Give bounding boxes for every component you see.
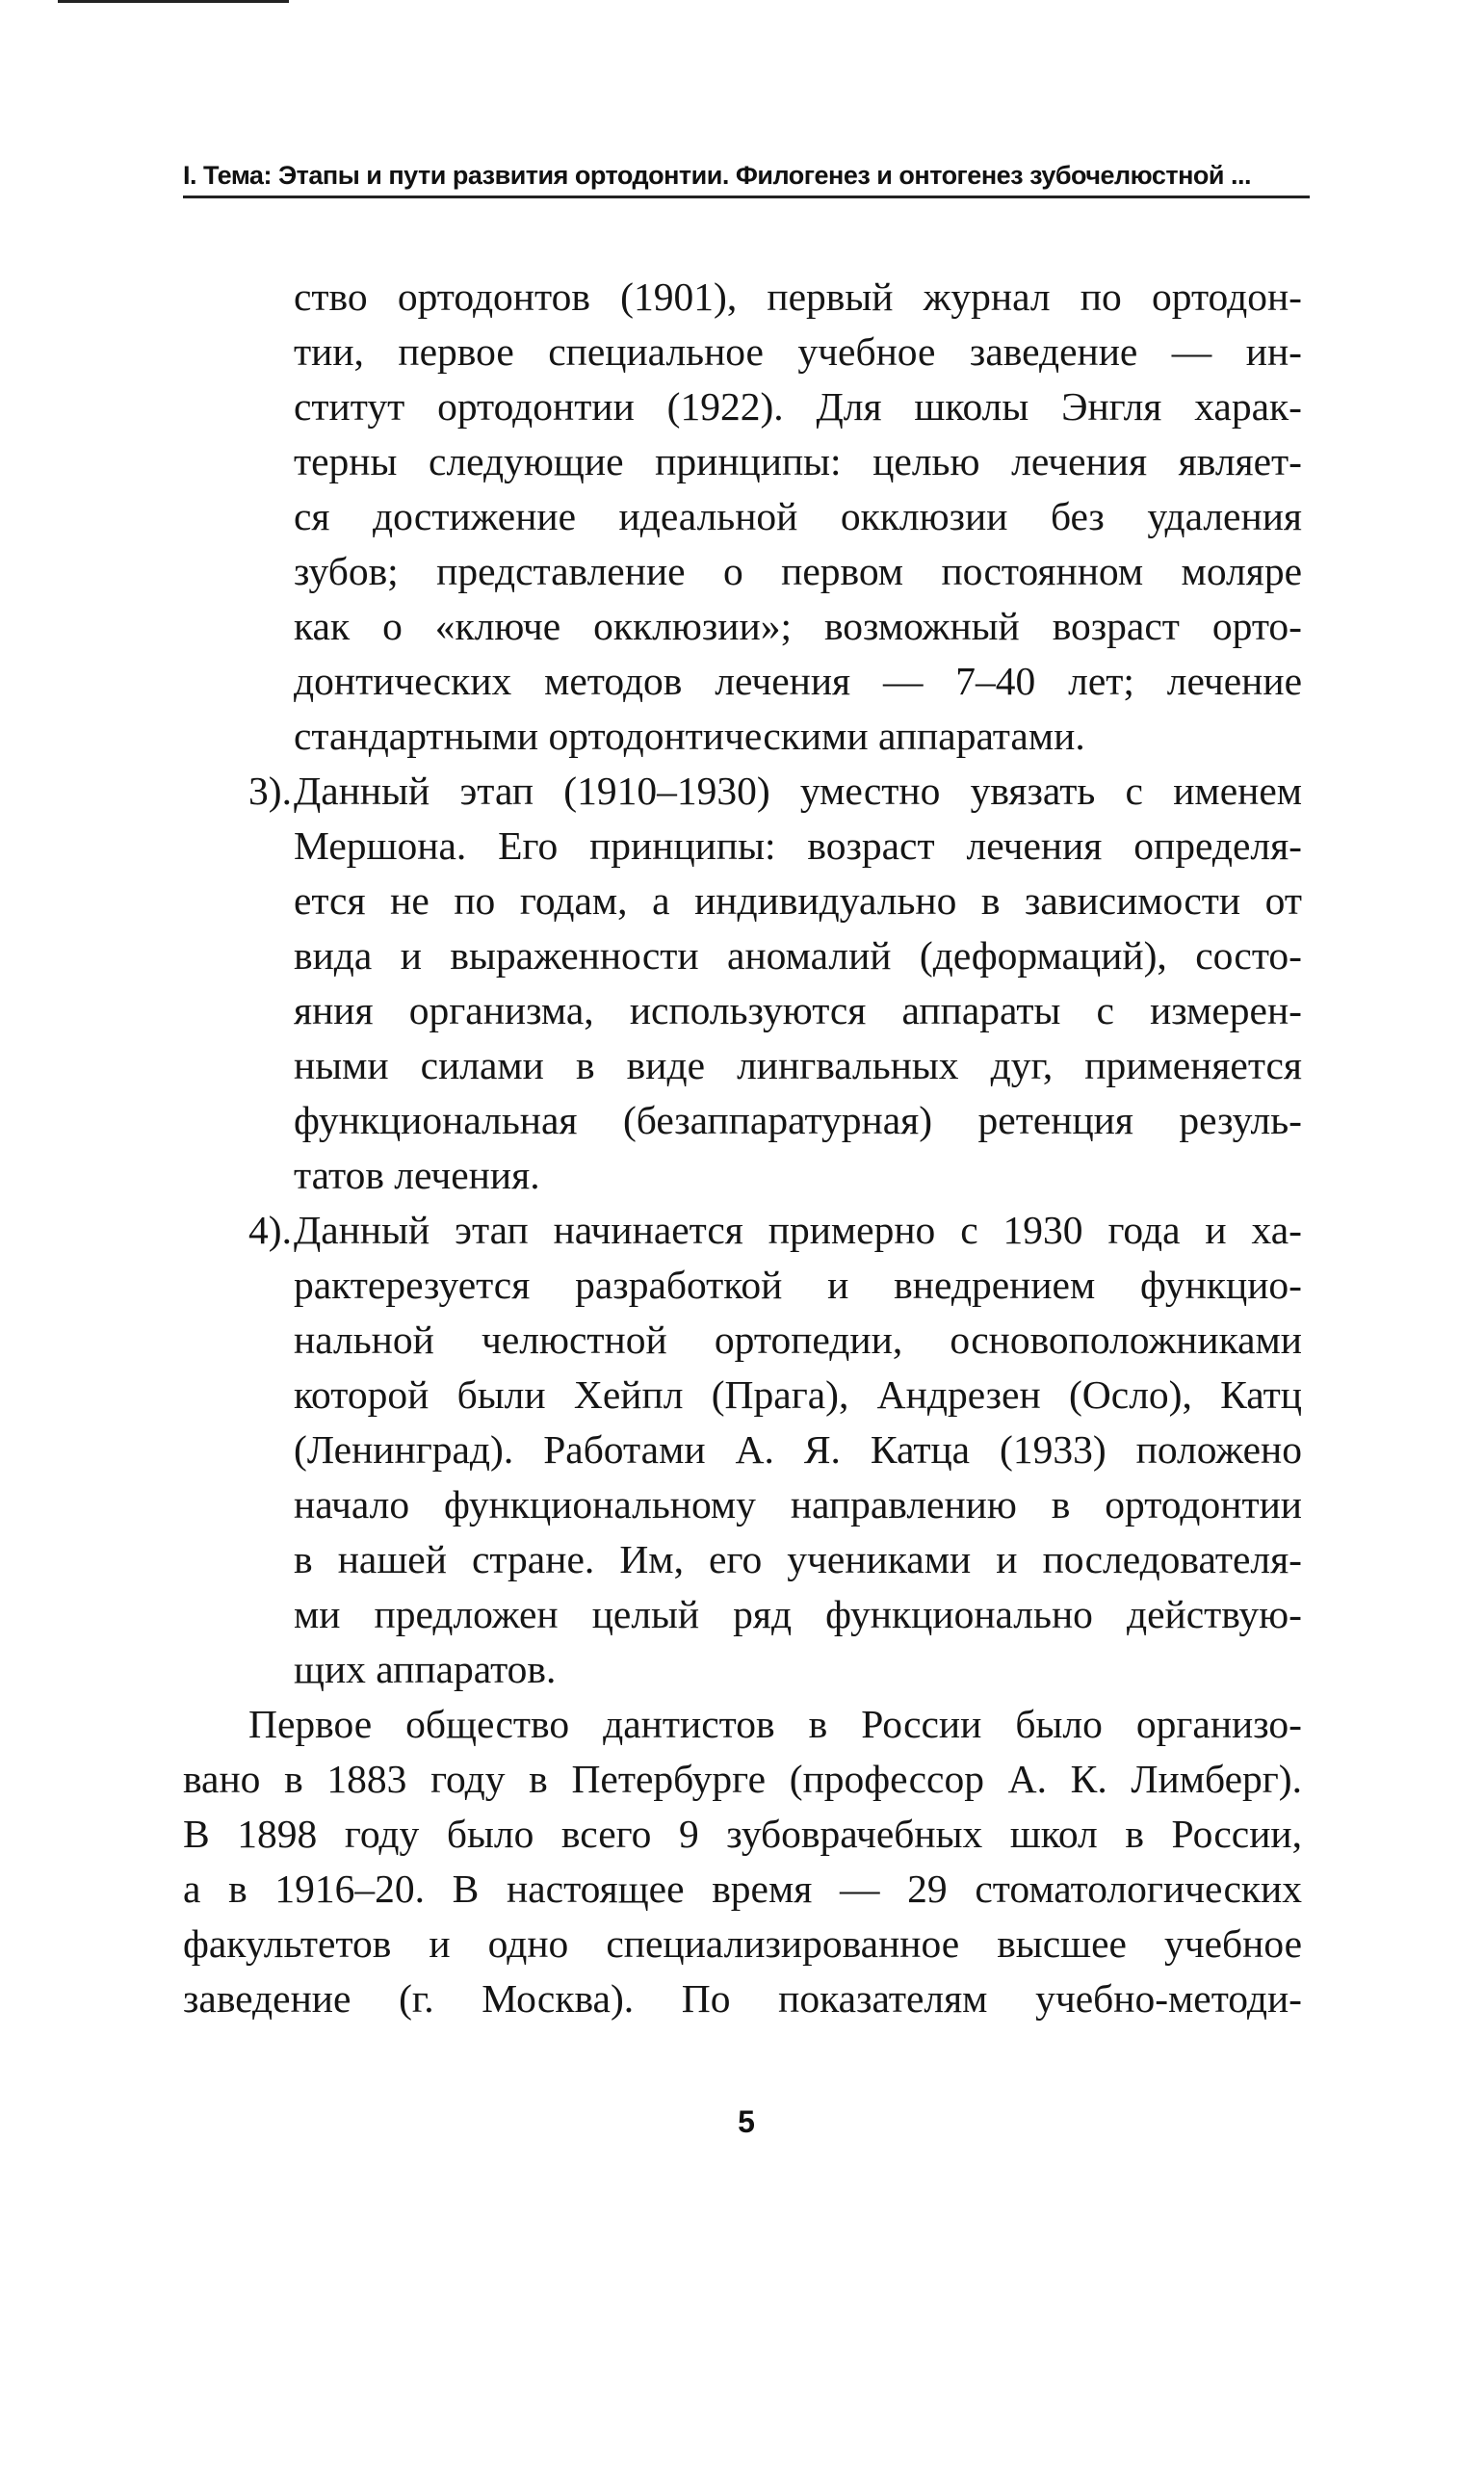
- text-line: ется не по годам, а индивидуально в зависимости от: [294, 878, 1302, 923]
- text-line: Данный этап начинается примерно с 1930 года и ха-: [294, 1208, 1302, 1252]
- text-line: которой были Хейпл (Прага), Андрезен (Осло), Катц: [294, 1372, 1302, 1417]
- list-item-number: 3).: [248, 769, 292, 813]
- text-line: в нашей стране. Им, его учениками и последователя-: [294, 1537, 1302, 1581]
- text-line: нальной челюстной ортопедии, основоположниками: [294, 1318, 1302, 1362]
- list-item-number: 4).: [248, 1208, 292, 1252]
- text-line: заведение (г. Москва). По показателям учебно-методи-: [183, 1976, 1302, 2021]
- text-line: рактерезуется разработкой и внедрением функцио-: [294, 1263, 1302, 1307]
- text-line: зубов; представление о первом постоянном моляре: [294, 549, 1302, 593]
- text-line: начало функциональному направлению в ортодонтии: [294, 1482, 1302, 1527]
- text-line: щих аппаратов.: [294, 1647, 557, 1691]
- page-body: [183, 270, 1302, 2026]
- text-line: Данный этап (1910–1930) уместно увязать с именем: [294, 769, 1302, 813]
- body-paragraph: [183, 1697, 1302, 2026]
- text-line: (Ленинград). Работами А. Я. Катца (1933) положено: [294, 1427, 1302, 1472]
- top-rule: [58, 0, 289, 3]
- text-line: а в 1916–20. В настоящее время — 29 стоматологических: [183, 1867, 1302, 1911]
- text-line: вано в 1883 году в Петербурге (профессор А. К. Лимберг).: [183, 1757, 1302, 1801]
- text-line: ститут ортодонтии (1922). Для школы Энгля харак-: [294, 384, 1302, 429]
- text-line: стандартными ортодонтическими аппаратами.: [294, 714, 1085, 758]
- text-line: Мершона. Его принципы: возраст лечения определя-: [294, 823, 1302, 868]
- text-line: ными силами в виде лингвальных дуг, применяется: [294, 1043, 1302, 1087]
- text-line: ство ортодонтов (1901), первый журнал по ортодон-: [294, 274, 1302, 319]
- text-line: вида и выраженности аномалий (деформаций), состо-: [294, 933, 1302, 978]
- text-line: факультетов и одно специализированное высшее учебное: [183, 1921, 1302, 1966]
- list-item-3: [183, 764, 1302, 1203]
- text-line: терны следующие принципы: целью лечения являет-: [294, 439, 1302, 483]
- text-line: функциональная (безаппаратурная) ретенция резуль-: [294, 1098, 1302, 1142]
- text-line: ся достижение идеальной окклюзии без удаления: [294, 494, 1302, 538]
- page-number: 5: [738, 2104, 755, 2139]
- text-line: Первое общество дантистов в России было организо-: [248, 1702, 1302, 1746]
- running-header: I. Тема: Этапы и пути развития ортодонтии. Филогенез и онтогенез зубочелюстной ...: [183, 159, 1310, 198]
- text-line: ми предложен целый ряд функционально действую-: [294, 1592, 1302, 1636]
- continued-list-item: [183, 270, 1302, 764]
- text-line: тии, первое специальное учебное заведение — ин-: [294, 329, 1302, 374]
- text-line: донтических методов лечения — 7–40 лет; лечение: [294, 659, 1302, 703]
- text-line: татов лечения.: [294, 1153, 540, 1197]
- list-item-4: [183, 1203, 1302, 1697]
- text-line: как о «ключе окклюзии»; возможный возраст орто-: [294, 604, 1302, 648]
- text-line: яния организма, используются аппараты с измерен-: [294, 988, 1302, 1032]
- text-line: В 1898 году было всего 9 зубоврачебных школ в России,: [183, 1812, 1302, 1856]
